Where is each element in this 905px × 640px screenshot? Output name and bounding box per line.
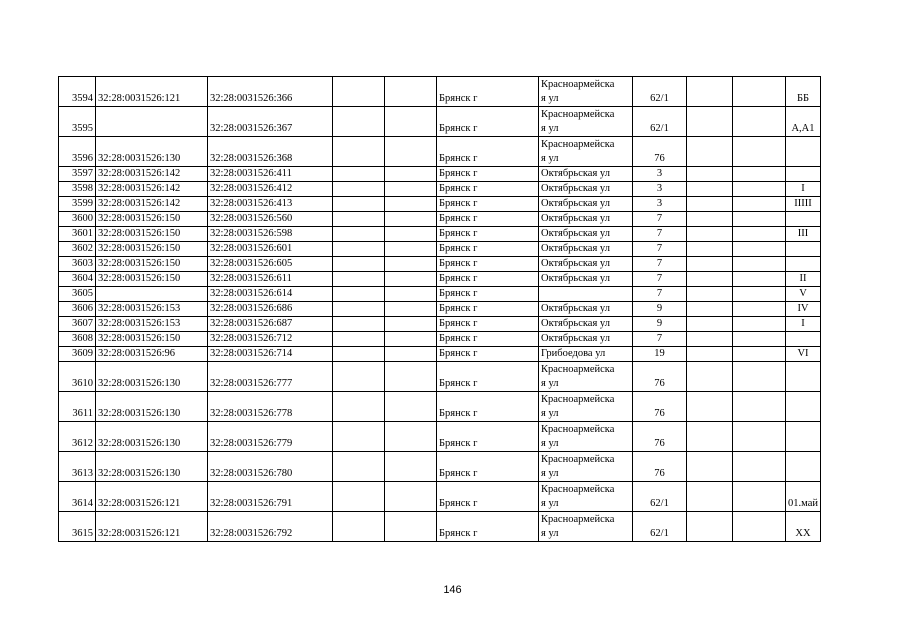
empty-cell [733,392,786,422]
house-number-cell: 76 [633,362,687,392]
house-number-cell: 7 [633,332,687,347]
empty-cell [687,332,733,347]
empty-cell [333,242,385,257]
parent-cadastral-number-cell: 32:28:0031526:130 [96,452,208,482]
empty-cell [733,287,786,302]
cadastral-number-cell: 32:28:0031526:413 [208,197,333,212]
empty-cell [385,332,437,347]
letter-cell [786,212,821,227]
cadastral-number-cell: 32:28:0031526:560 [208,212,333,227]
empty-cell [333,212,385,227]
street-cell: Октябрьская ул [539,227,633,242]
city-cell: Брянск г [437,362,539,392]
cadastral-number-cell: 32:28:0031526:777 [208,362,333,392]
empty-cell [333,197,385,212]
street-cell: Красноармейска я ул [539,137,633,167]
empty-cell [333,317,385,332]
parent-cadastral-number-cell: 32:28:0031526:153 [96,302,208,317]
city-cell: Брянск г [437,167,539,182]
letter-cell: ББ [786,77,821,107]
record-number-cell: 3602 [59,242,96,257]
letter-cell [786,422,821,452]
empty-cell [333,272,385,287]
house-number-cell: 3 [633,182,687,197]
empty-cell [333,137,385,167]
house-number-cell: 76 [633,422,687,452]
empty-cell [687,242,733,257]
house-number-cell: 76 [633,137,687,167]
empty-cell [687,212,733,227]
record-number-cell: 3598 [59,182,96,197]
letter-cell [786,257,821,272]
house-number-cell: 7 [633,242,687,257]
empty-cell [385,227,437,242]
record-number-cell: 3601 [59,227,96,242]
empty-cell [687,257,733,272]
empty-cell [333,362,385,392]
record-number-cell: 3607 [59,317,96,332]
street-cell: Красноармейска я ул [539,362,633,392]
cadastral-number-cell: 32:28:0031526:779 [208,422,333,452]
parent-cadastral-number-cell: 32:28:0031526:130 [96,422,208,452]
table-row [59,197,821,212]
empty-cell [733,167,786,182]
empty-cell [687,347,733,362]
letter-cell: VI [786,347,821,362]
empty-cell [687,197,733,212]
house-number-cell: 62/1 [633,77,687,107]
record-number-cell: 3610 [59,362,96,392]
letter-cell [786,332,821,347]
city-cell: Брянск г [437,347,539,362]
street-cell: Красноармейска я ул [539,482,633,512]
empty-cell [385,182,437,197]
letter-cell: I [786,317,821,332]
empty-cell [385,512,437,542]
parent-cadastral-number-cell: 32:28:0031526:130 [96,362,208,392]
empty-cell [385,167,437,182]
empty-cell [385,452,437,482]
empty-cell [385,287,437,302]
street-cell: Красноармейска я ул [539,512,633,542]
table-row [59,302,821,317]
empty-cell [333,422,385,452]
cadastral-registry-table [58,76,821,542]
street-cell: Октябрьская ул [539,167,633,182]
empty-cell [333,452,385,482]
table-row [59,347,821,362]
record-number-cell: 3600 [59,212,96,227]
cadastral-number-cell: 32:28:0031526:687 [208,317,333,332]
empty-cell [687,137,733,167]
street-cell: Октябрьская ул [539,272,633,287]
record-number-cell: 3604 [59,272,96,287]
street-cell: Октябрьская ул [539,302,633,317]
street-cell: Октябрьская ул [539,257,633,272]
empty-cell [385,197,437,212]
street-cell: Красноармейска я ул [539,107,633,137]
record-number-cell: 3609 [59,347,96,362]
table-row [59,452,821,482]
letter-cell: IIIII [786,197,821,212]
city-cell: Брянск г [437,137,539,167]
record-number-cell: 3603 [59,257,96,272]
empty-cell [733,422,786,452]
empty-cell [333,77,385,107]
empty-cell [333,287,385,302]
city-cell: Брянск г [437,77,539,107]
parent-cadastral-number-cell: 32:28:0031526:121 [96,77,208,107]
empty-cell [385,77,437,107]
empty-cell [687,482,733,512]
letter-cell [786,362,821,392]
empty-cell [733,452,786,482]
empty-cell [733,212,786,227]
empty-cell [333,167,385,182]
city-cell: Брянск г [437,182,539,197]
letter-cell [786,392,821,422]
house-number-cell: 7 [633,212,687,227]
city-cell: Брянск г [437,212,539,227]
cadastral-number-cell: 32:28:0031526:712 [208,332,333,347]
table-body [59,77,821,542]
house-number-cell: 62/1 [633,482,687,512]
city-cell: Брянск г [437,422,539,452]
cadastral-number-cell: 32:28:0031526:686 [208,302,333,317]
letter-cell: IV [786,302,821,317]
city-cell: Брянск г [437,452,539,482]
cadastral-number-cell: 32:28:0031526:412 [208,182,333,197]
record-number-cell: 3608 [59,332,96,347]
letter-cell [786,242,821,257]
empty-cell [733,272,786,287]
cadastral-number-cell: 32:28:0031526:778 [208,392,333,422]
table-row [59,512,821,542]
empty-cell [733,137,786,167]
house-number-cell: 9 [633,317,687,332]
parent-cadastral-number-cell: 32:28:0031526:121 [96,512,208,542]
empty-cell [687,287,733,302]
city-cell: Брянск г [437,107,539,137]
letter-cell: XX [786,512,821,542]
city-cell: Брянск г [437,287,539,302]
house-number-cell: 62/1 [633,512,687,542]
table-row [59,317,821,332]
empty-cell [687,512,733,542]
empty-cell [385,422,437,452]
empty-cell [733,302,786,317]
street-cell: Красноармейска я ул [539,77,633,107]
table-row [59,107,821,137]
house-number-cell: 7 [633,287,687,302]
letter-cell [786,137,821,167]
record-number-cell: 3596 [59,137,96,167]
cadastral-number-cell: 32:28:0031526:791 [208,482,333,512]
house-number-cell: 3 [633,167,687,182]
street-cell: Красноармейска я ул [539,422,633,452]
city-cell: Брянск г [437,302,539,317]
parent-cadastral-number-cell: 32:28:0031526:130 [96,137,208,167]
parent-cadastral-number-cell [96,107,208,137]
record-number-cell: 3597 [59,167,96,182]
letter-cell [786,167,821,182]
city-cell: Брянск г [437,272,539,287]
city-cell: Брянск г [437,242,539,257]
empty-cell [385,482,437,512]
empty-cell [733,317,786,332]
empty-cell [333,332,385,347]
letter-cell: I [786,182,821,197]
record-number-cell: 3614 [59,482,96,512]
table-row [59,227,821,242]
street-cell [539,287,633,302]
table-row [59,137,821,167]
parent-cadastral-number-cell: 32:28:0031526:142 [96,167,208,182]
table-row [59,392,821,422]
parent-cadastral-number-cell: 32:28:0031526:150 [96,212,208,227]
letter-cell: 01.май [786,482,821,512]
parent-cadastral-number-cell: 32:28:0031526:121 [96,482,208,512]
cadastral-number-cell: 32:28:0031526:601 [208,242,333,257]
empty-cell [333,512,385,542]
house-number-cell: 76 [633,452,687,482]
cadastral-number-cell: 32:28:0031526:411 [208,167,333,182]
letter-cell: V [786,287,821,302]
table-row [59,182,821,197]
parent-cadastral-number-cell: 32:28:0031526:150 [96,227,208,242]
city-cell: Брянск г [437,392,539,422]
house-number-cell: 7 [633,227,687,242]
empty-cell [333,482,385,512]
street-cell: Грибоедова ул [539,347,633,362]
empty-cell [733,332,786,347]
empty-cell [333,227,385,242]
empty-cell [733,257,786,272]
empty-cell [385,212,437,227]
empty-cell [733,347,786,362]
empty-cell [385,317,437,332]
parent-cadastral-number-cell: 32:28:0031526:150 [96,257,208,272]
empty-cell [385,347,437,362]
empty-cell [687,182,733,197]
letter-cell [786,452,821,482]
city-cell: Брянск г [437,512,539,542]
empty-cell [687,317,733,332]
record-number-cell: 3605 [59,287,96,302]
house-number-cell: 3 [633,197,687,212]
empty-cell [333,182,385,197]
empty-cell [333,347,385,362]
empty-cell [687,107,733,137]
house-number-cell: 76 [633,392,687,422]
city-cell: Брянск г [437,317,539,332]
empty-cell [733,197,786,212]
city-cell: Брянск г [437,332,539,347]
empty-cell [687,227,733,242]
record-number-cell: 3599 [59,197,96,212]
empty-cell [333,257,385,272]
cadastral-number-cell: 32:28:0031526:792 [208,512,333,542]
empty-cell [687,422,733,452]
house-number-cell: 7 [633,272,687,287]
cadastral-number-cell: 32:28:0031526:614 [208,287,333,302]
table-row [59,287,821,302]
empty-cell [687,302,733,317]
record-number-cell: 3606 [59,302,96,317]
street-cell: Октябрьская ул [539,317,633,332]
cadastral-number-cell: 32:28:0031526:611 [208,272,333,287]
table-row [59,332,821,347]
empty-cell [385,257,437,272]
table-row [59,77,821,107]
empty-cell [733,227,786,242]
empty-cell [385,107,437,137]
table-row [59,482,821,512]
empty-cell [687,362,733,392]
cadastral-number-cell: 32:28:0031526:598 [208,227,333,242]
parent-cadastral-number-cell: 32:28:0031526:96 [96,347,208,362]
table-row [59,167,821,182]
empty-cell [733,512,786,542]
table-row [59,212,821,227]
empty-cell [333,392,385,422]
empty-cell [687,77,733,107]
empty-cell [385,242,437,257]
letter-cell: II [786,272,821,287]
empty-cell [733,482,786,512]
record-number-cell: 3595 [59,107,96,137]
house-number-cell: 19 [633,347,687,362]
parent-cadastral-number-cell [96,287,208,302]
parent-cadastral-number-cell: 32:28:0031526:142 [96,197,208,212]
empty-cell [687,167,733,182]
record-number-cell: 3611 [59,392,96,422]
empty-cell [687,452,733,482]
table-row [59,362,821,392]
table-row [59,422,821,452]
record-number-cell: 3613 [59,452,96,482]
city-cell: Брянск г [437,257,539,272]
cadastral-number-cell: 32:28:0031526:605 [208,257,333,272]
table-row [59,272,821,287]
empty-cell [333,107,385,137]
city-cell: Брянск г [437,482,539,512]
empty-cell [385,137,437,167]
empty-cell [687,392,733,422]
street-cell: Октябрьская ул [539,197,633,212]
record-number-cell: 3615 [59,512,96,542]
empty-cell [385,302,437,317]
street-cell: Красноармейска я ул [539,392,633,422]
house-number-cell: 7 [633,257,687,272]
empty-cell [385,362,437,392]
empty-cell [733,362,786,392]
cadastral-number-cell: 32:28:0031526:368 [208,137,333,167]
empty-cell [733,107,786,137]
cadastral-number-cell: 32:28:0031526:366 [208,77,333,107]
record-number-cell: 3594 [59,77,96,107]
empty-cell [733,182,786,197]
empty-cell [385,392,437,422]
city-cell: Брянск г [437,197,539,212]
empty-cell [333,302,385,317]
parent-cadastral-number-cell: 32:28:0031526:150 [96,242,208,257]
city-cell: Брянск г [437,227,539,242]
street-cell: Октябрьская ул [539,332,633,347]
street-cell: Октябрьская ул [539,212,633,227]
record-number-cell: 3612 [59,422,96,452]
parent-cadastral-number-cell: 32:28:0031526:153 [96,317,208,332]
letter-cell: III [786,227,821,242]
house-number-cell: 9 [633,302,687,317]
page-number: 146 [443,584,462,596]
parent-cadastral-number-cell: 32:28:0031526:150 [96,332,208,347]
parent-cadastral-number-cell: 32:28:0031526:150 [96,272,208,287]
cadastral-number-cell: 32:28:0031526:367 [208,107,333,137]
table-row [59,257,821,272]
parent-cadastral-number-cell: 32:28:0031526:142 [96,182,208,197]
table-row [59,242,821,257]
empty-cell [687,272,733,287]
cadastral-number-cell: 32:28:0031526:780 [208,452,333,482]
cadastral-number-cell: 32:28:0031526:714 [208,347,333,362]
street-cell: Красноармейска я ул [539,452,633,482]
street-cell: Октябрьская ул [539,182,633,197]
empty-cell [733,77,786,107]
house-number-cell: 62/1 [633,107,687,137]
empty-cell [733,242,786,257]
letter-cell: А,А1 [786,107,821,137]
street-cell: Октябрьская ул [539,242,633,257]
empty-cell [385,272,437,287]
parent-cadastral-number-cell: 32:28:0031526:130 [96,392,208,422]
